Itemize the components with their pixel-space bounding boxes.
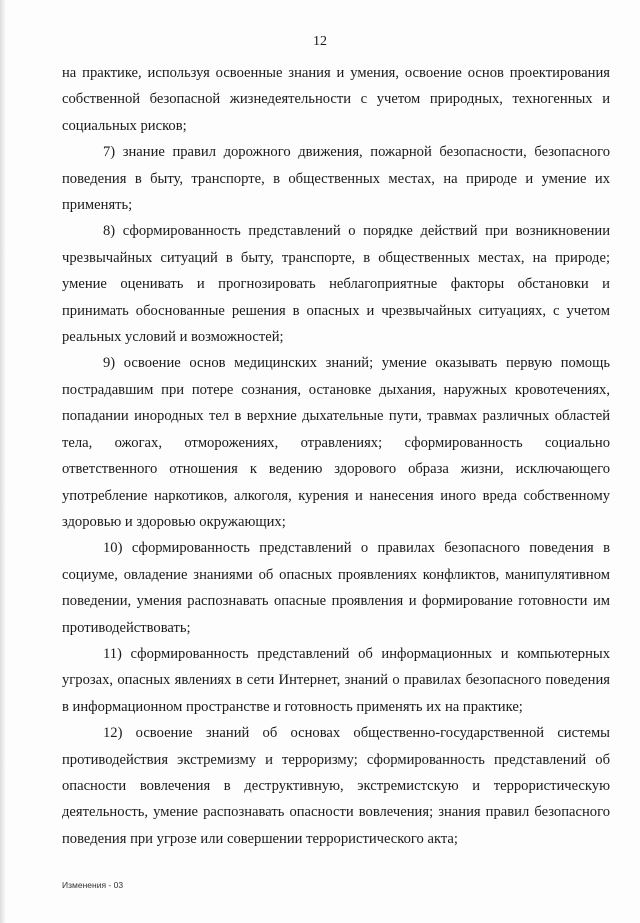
paragraph-item-8: 8) сформированность представлений о порядке действий при возникновении чрезвычайных ситуаций в быту, транспорте, в общественных местах, на природе; умение оценивать и прогнозировать неблагоприятные факторы обстановки и принимать обоснованные решения в опасных и чрезвычайных ситуациях, с учетом реальных условий и возможностей; — [62, 223, 610, 346]
paragraph-item-11: 11) сформированность представлений об информационных и компьютерных угрозах, опасных явлениях в сети Интернет, знаний о правилах безопасного поведения в информационном пространстве и готовность применять их на практике; — [62, 645, 610, 715]
paragraph-continuation: на практике, используя освоенные знания и умения, освоение основ проектирования собственной безопасной жизнедеятельности с учетом природных, техногенных и социальных рисков; — [62, 65, 610, 134]
paragraph-item-7: 7) знание правил дорожного движения, пожарной безопасности, безопасного поведения в быту, транспорте, в общественных местах, на природе и умение их применять; — [62, 144, 610, 214]
paragraph-item-10: 10) сформированность представлений о правилах безопасного поведения в социуме, овладение знаниями об опасных проявлениях конфликтов, манипулятивном поведении, умения распознавать опасные проявления и формирование готовности им противодействовать; — [62, 540, 610, 636]
paragraph-item-9: 9) освоение основ медицинских знаний; умение оказывать первую помощь пострадавшим при потере сознания, остановке дыхания, наружных кровотечениях, попадании инородных тел в верхние дыхательные пути, травмах различных областей тела, ожогах, отморожениях, отравлениях; сформированность социально ответственного отношения к ведению здорового образа жизни, исключающего употребление наркотиков, алкоголя, курения и нанесения иного вреда собственному здоровью и здоровью окружающих; — [62, 355, 610, 530]
scan-edge-shadow — [0, 0, 6, 923]
page-number: 12 — [313, 34, 327, 49]
document-body — [62, 60, 610, 852]
revision-footer: Изменения - 03 — [62, 880, 124, 890]
paragraph-item-12: 12) освоение знаний об основах общественно-государственной системы противодействия экстремизму и терроризму; сформированность представлений об опасности вовлечения в деструктивную, экстремистскую и террористическую деятельность, умение распознавать опасности вовлечения; знания правил безопасного поведения при угрозе или совершении террористического акта; — [62, 725, 610, 847]
